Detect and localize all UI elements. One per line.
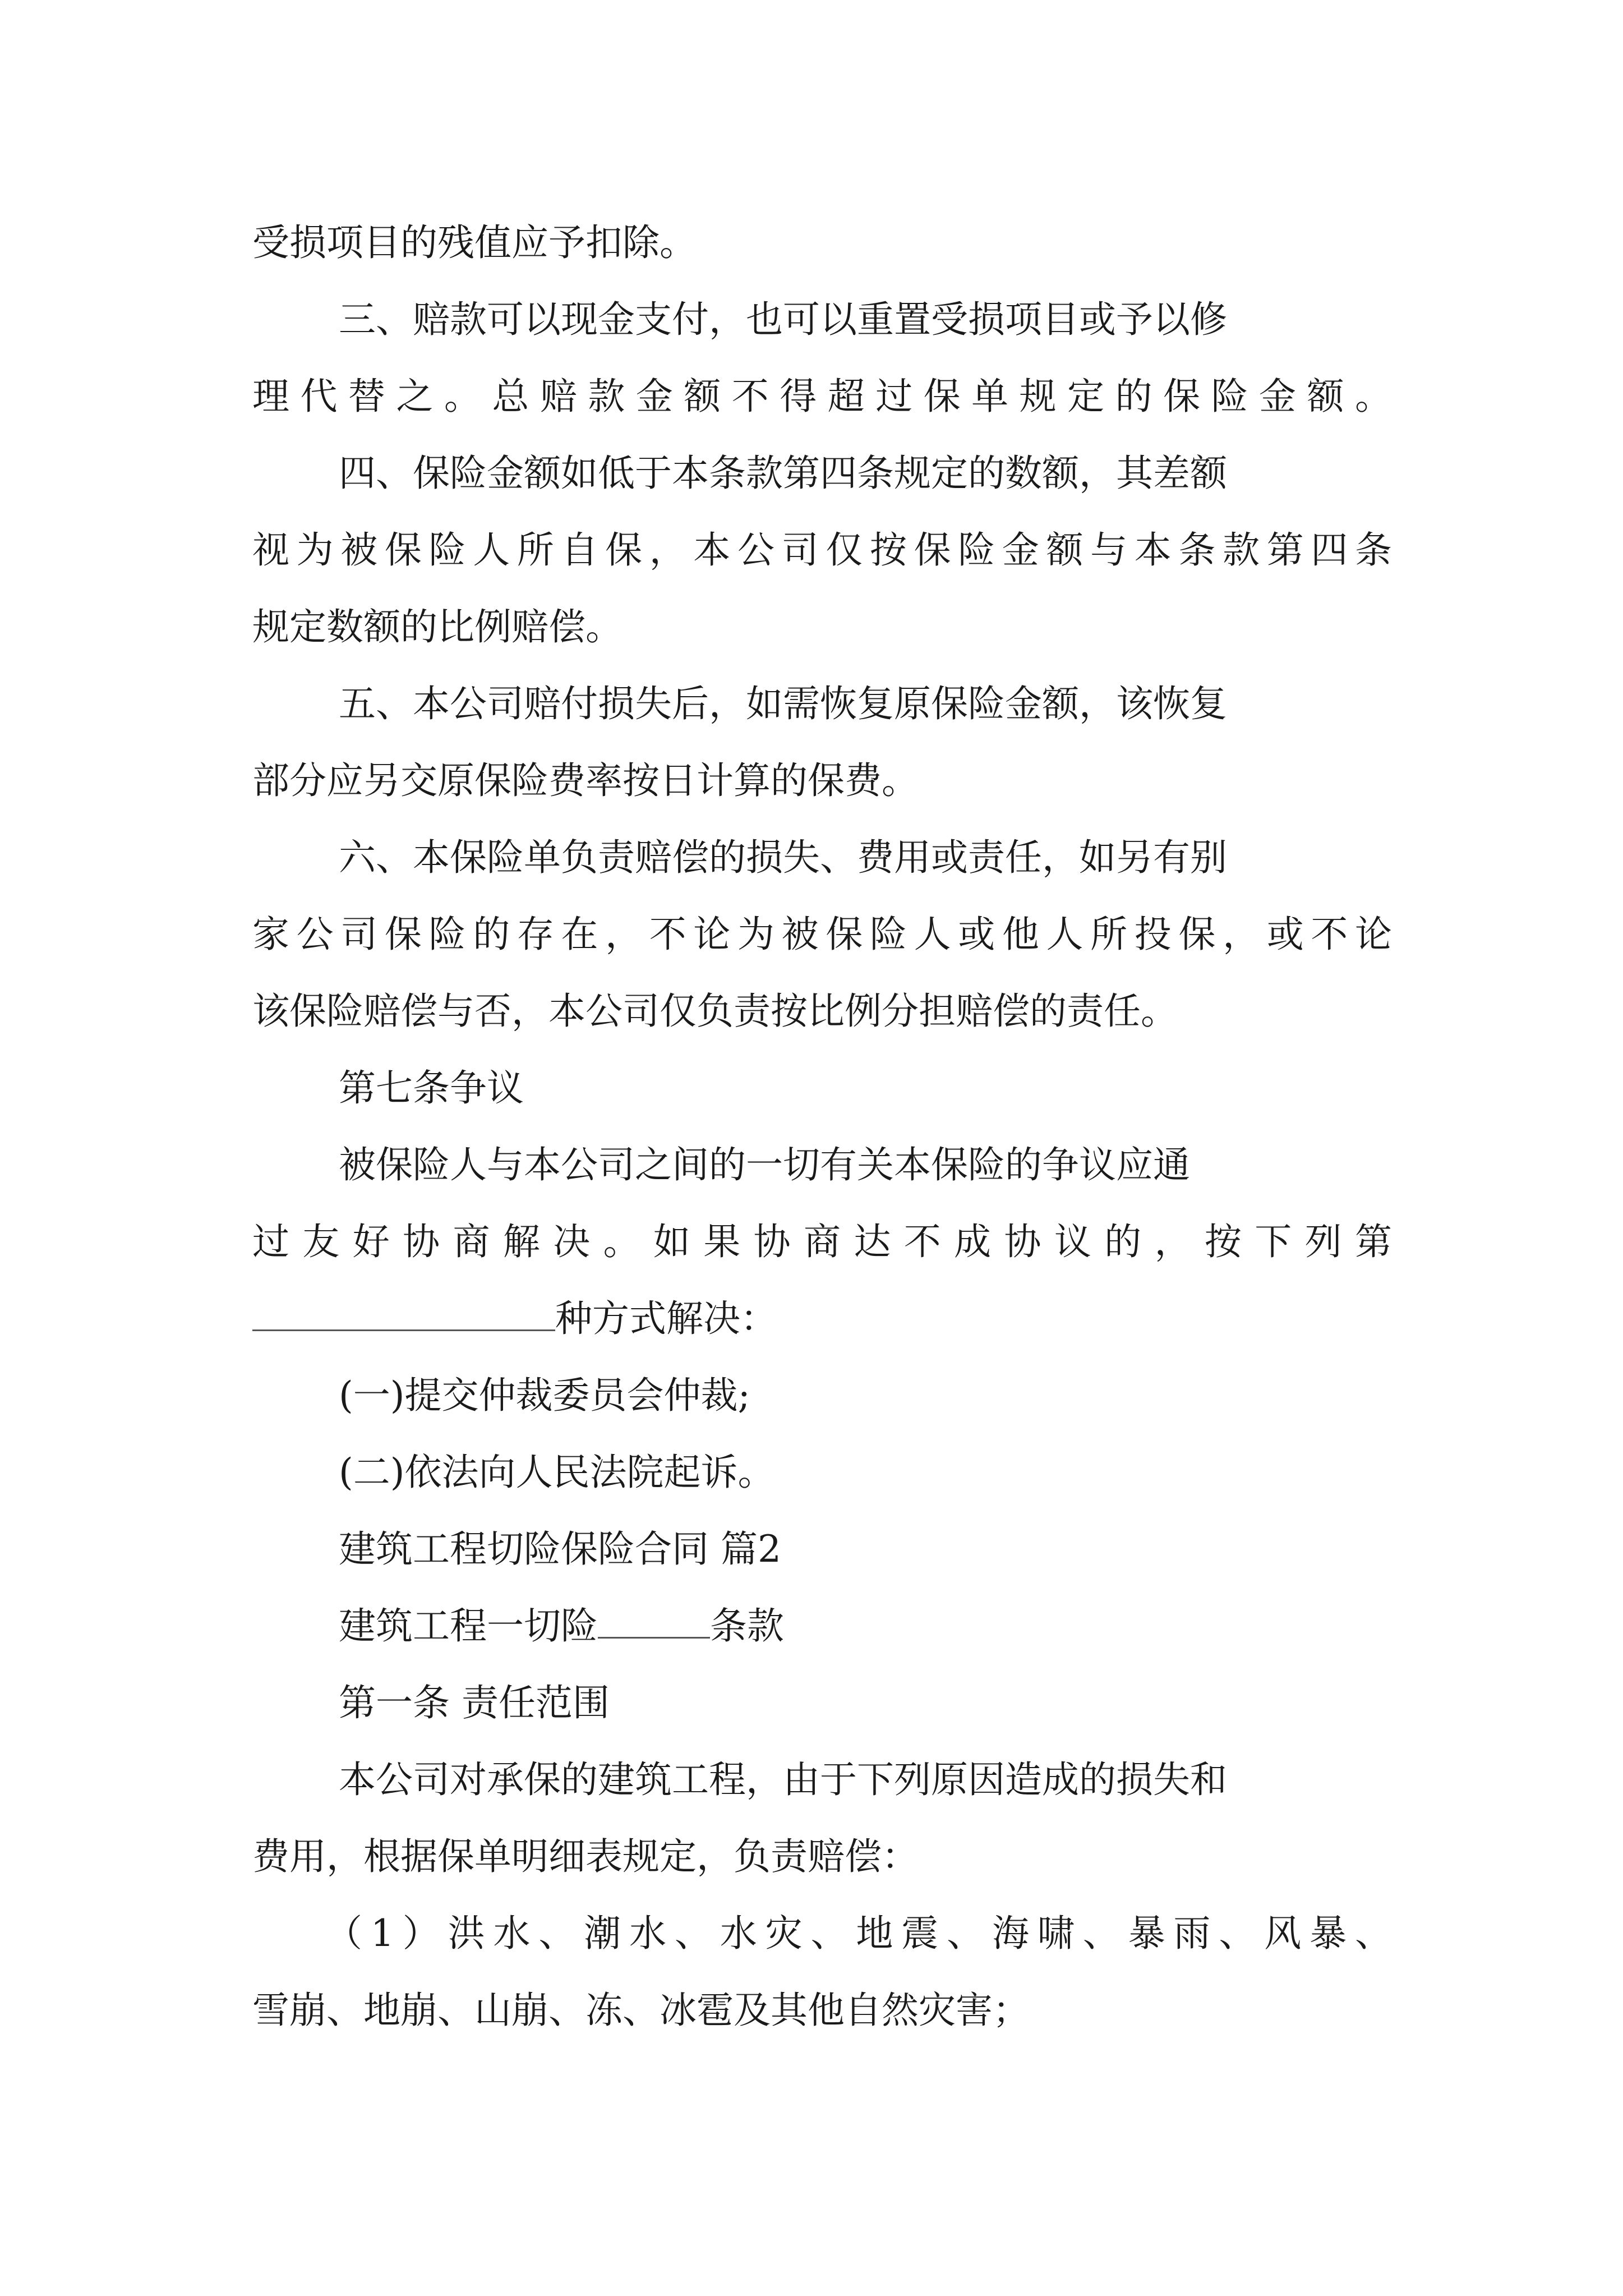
paragraph-line: 费用，根据保单明细表规定，负责赔偿： bbox=[252, 1835, 919, 1878]
paragraph-line: 规定数额的比例赔偿。 bbox=[252, 605, 623, 648]
clause-title bbox=[339, 1604, 784, 1649]
paragraph-text: 种方式解决： bbox=[555, 1297, 777, 1340]
paragraph-line: 视为被保险人所自保，本公司仅按保险金额与本条款第四条 bbox=[252, 528, 1392, 572]
paragraph-line: 六、本保险单负责赔偿的损失、费用或责任，如另有别 bbox=[339, 836, 1227, 879]
list-item: （1）洪水、潮水、水灾、地震、海啸、暴雨、风暴、 bbox=[325, 1912, 1392, 1955]
paragraph-line: 本公司对承保的建筑工程，由于下列原因造成的损失和 bbox=[339, 1758, 1227, 1801]
paragraph-line: 家公司保险的存在，不论为被保险人或他人所投保，或不论 bbox=[252, 913, 1392, 956]
paragraph-line: 五、本公司赔付损失后，如需恢复原保险金额，该恢复 bbox=[339, 682, 1227, 725]
paragraph-line: 被保险人与本公司之间的一切有关本保险的争议应通 bbox=[339, 1143, 1190, 1186]
list-item: (一)提交仲裁委员会仲裁; bbox=[339, 1374, 750, 1417]
section-heading: 第七条争议 bbox=[339, 1066, 524, 1110]
clause-title-suffix: 条款 bbox=[710, 1604, 784, 1648]
paragraph-line bbox=[252, 1296, 777, 1341]
paragraph-line: 雪崩、地崩、山崩、冻、冰雹及其他自然灾害； bbox=[252, 1989, 1030, 2032]
paragraph-line: 三、赔款可以现金支付，也可以重置受损项目或予以修 bbox=[339, 298, 1227, 341]
fill-in-blank bbox=[252, 1297, 555, 1331]
paragraph-line: 该保险赔偿与否，本公司仅负责按比例分担赔偿的责任。 bbox=[252, 990, 1178, 1033]
fill-in-blank bbox=[598, 1604, 710, 1639]
paragraph-line: 过友好协商解决。如果协商达不成协议的，按下列第 bbox=[252, 1220, 1392, 1263]
section-title: 建筑工程切险保险合同 篇2 bbox=[339, 1527, 781, 1571]
paragraph-line: 四、保险金额如低于本条款第四条规定的数额，其差额 bbox=[339, 452, 1227, 495]
paragraph-line: 受损项目的残值应予扣除。 bbox=[252, 221, 697, 264]
clause-title-text: 建筑工程一切险 bbox=[339, 1604, 598, 1648]
list-item: (二)依法向人民法院起诉。 bbox=[339, 1451, 775, 1494]
paragraph-line: 理代替之。总赔款金额不得超过保单规定的保险金额。 bbox=[252, 375, 1392, 418]
article-heading: 第一条 责任范围 bbox=[339, 1681, 610, 1724]
paragraph-line: 部分应另交原保险费率按日计算的保费。 bbox=[252, 759, 919, 802]
